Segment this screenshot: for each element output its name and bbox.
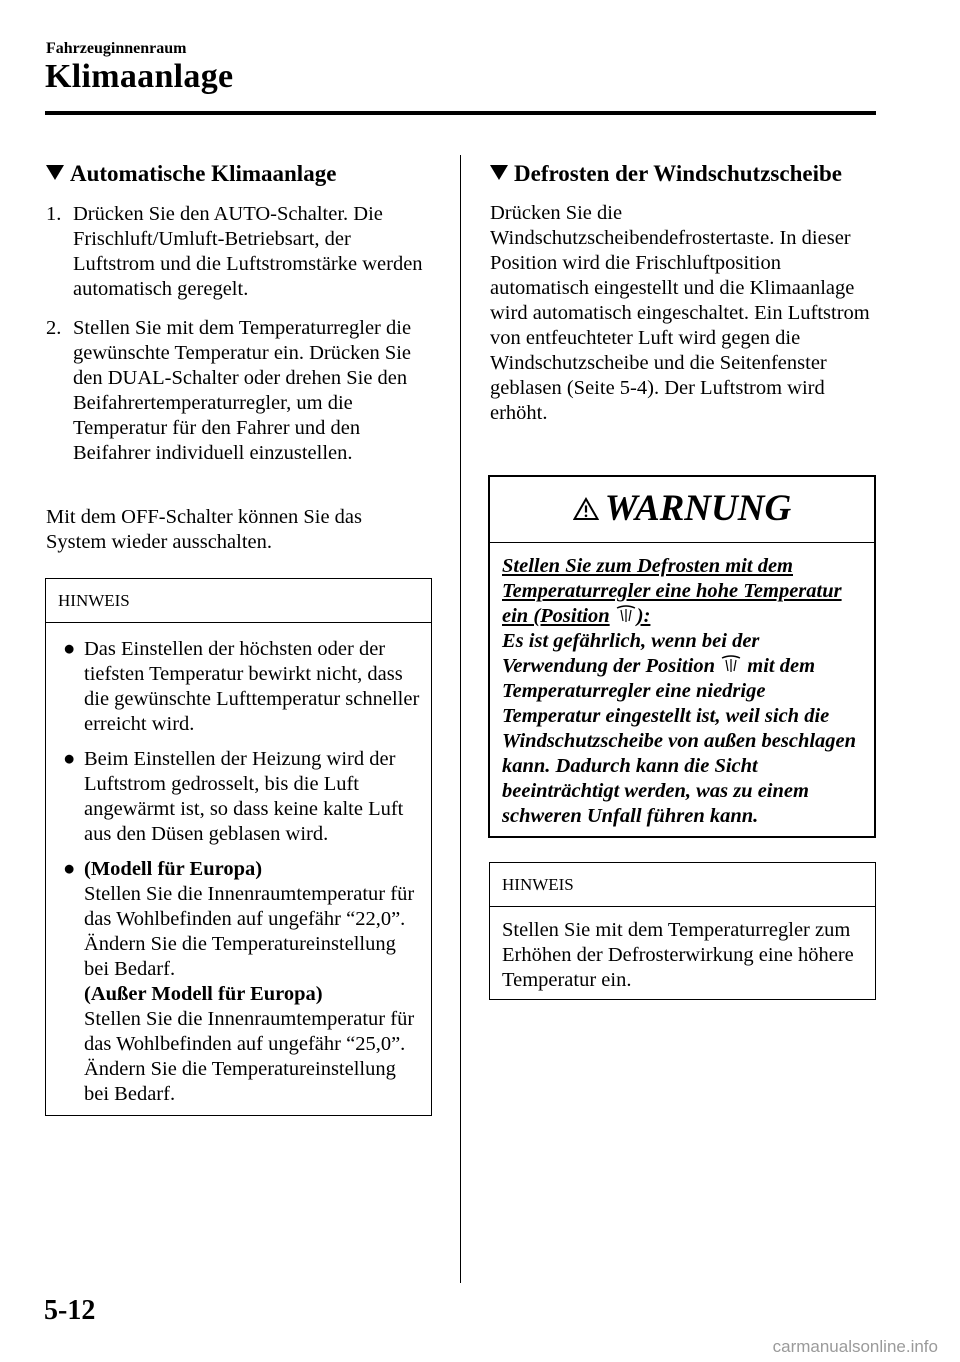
triangle-down-icon: [490, 165, 508, 180]
bullet-icon: ●: [63, 858, 76, 880]
page-title: Klimaanlage: [45, 58, 234, 95]
note-box-right: [489, 862, 876, 1000]
defroster-icon: [720, 654, 742, 674]
step-text: Drücken Sie den AUTO-Schalter. Die Frischluft/Umluft-Betriebsart, der Luftstrom und die Luftstromstärke werden automatisch geregelt.: [73, 203, 423, 300]
warning-header: [490, 477, 874, 543]
triangle-down-icon: [46, 165, 64, 180]
step-number: 1.: [46, 203, 62, 225]
warning-text: Stellen Sie zum Defrosten mit dem Temperaturregler eine hohe Temperatur ein (Position ): Es ist gefährlich, wenn bei der Verwendung der Position mit dem Temperaturregler eine niedrige Temperatur eingestellt ist, weil sich die Windschutzscheibe von außen beschlagen kann. Dadurch kann die Sicht beeinträchtigt werden, was zu einem schweren Unfall führen kann.: [502, 555, 857, 827]
section-label: Fahrzeuginnenraum: [46, 40, 187, 57]
heading-automatic-ac: Automatische Klimaanlage: [46, 161, 336, 187]
warning-title: WARNUNG: [604, 488, 792, 529]
list-item: [57, 857, 421, 1107]
model-europe-heading: (Modell für Europa): [84, 858, 263, 880]
note-list: [46, 623, 431, 1107]
list-item: ● Das Einstellen der höchsten oder der tiefsten Temperatur bewirkt nicht, dass die gewünschte Lufttemperatur schneller erreicht wird.: [63, 638, 420, 735]
defrost-paragraph: Drücken Sie die Windschutzscheibendefrostertaste. In dieser Position wird die Frischluftposition automatisch eingestellt und die Klimaanlage wird automatisch eingeschaltet. Ein Luftstrom von entfeuchteter Luft wird gegen die Windschutzscheibe und die Seitenfenster geblasen (Seite 5-4). Der Luftstrom wird erhöht.: [490, 202, 870, 424]
note-box-left: [45, 578, 432, 1116]
step-text: Stellen Sie mit dem Temperaturregler die gewünschte Temperatur ein. Drücken Sie den DUAL-Schalter oder drehen Sie den Beifahrertemperaturregler, um die Temperatur für den Fahrer und den Beifahrer individuell einzustellen.: [73, 317, 412, 464]
step-number: 2.: [46, 317, 62, 339]
list-item: ● Beim Einstellen der Heizung wird der Luftstrom gedrosselt, bis die Luft angewärmt ist, so dass keine kalte Luft aus den Düsen geblasen wird.: [63, 748, 404, 845]
note-label: HINWEIS: [490, 863, 875, 907]
model-non-europe-heading: (Außer Modell für Europa): [84, 983, 323, 1005]
warning-box: [488, 475, 876, 838]
note-label: HINWEIS: [46, 579, 431, 623]
bullet-icon: ●: [63, 638, 76, 660]
bullet-icon: ●: [63, 748, 76, 770]
watermark: carmanualsonline.info: [772, 1337, 938, 1356]
note-text: Stellen Sie mit dem Temperaturregler zum Erhöhen der Defrosterwirkung eine höhere Temperatur ein.: [502, 919, 854, 991]
off-switch-paragraph: Mit dem OFF-Schalter können Sie das System wieder ausschalten.: [46, 506, 363, 553]
model-non-europe-text: Stellen Sie die Innenraumtemperatur für das Wohlbefinden auf ungefähr “25,0”. Ändern Sie die Temperatureinstellung bei Bedarf.: [84, 1008, 415, 1105]
warning-triangle-icon: [573, 497, 599, 521]
page-number: 5-12: [44, 1295, 96, 1326]
model-europe-text: Stellen Sie die Innenraumtemperatur für das Wohlbefinden auf ungefähr “22,0”. Ändern Sie die Temperatureinstellung bei Bedarf.: [84, 883, 415, 980]
step-2: [46, 316, 436, 466]
heading-defrost: Defrosten der Windschutzscheibe: [490, 161, 842, 187]
title-rule: [45, 111, 876, 115]
column-divider: [460, 155, 461, 1283]
defroster-icon: [615, 604, 637, 624]
step-1: [46, 202, 436, 302]
